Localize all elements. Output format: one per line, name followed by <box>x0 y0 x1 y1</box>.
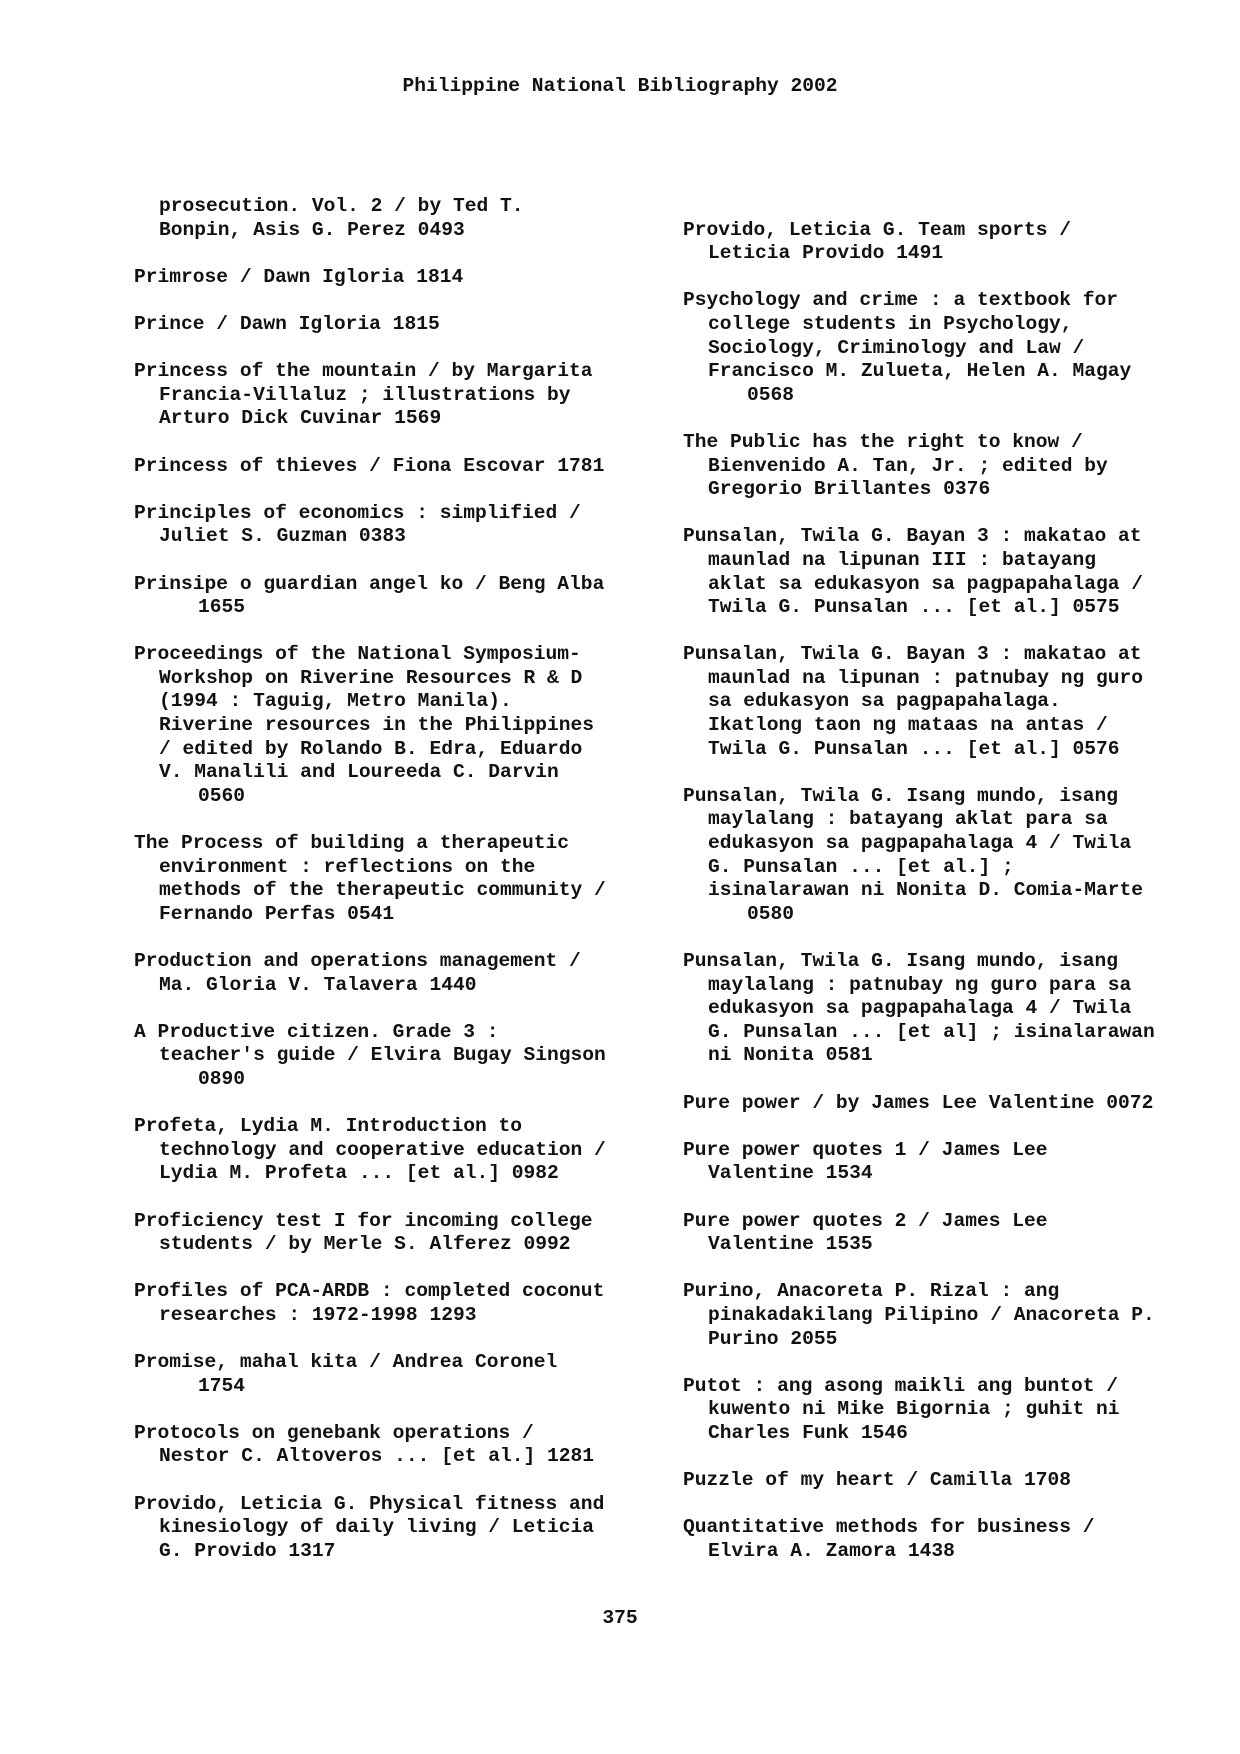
entry-line: Pure power quotes 1 / James Lee <box>683 1138 1048 1161</box>
bibliography-entry <box>683 431 1233 502</box>
entry-line: technology and cooperative education / <box>159 1138 606 1161</box>
entry-line: A Productive citizen. Grade 3 : <box>134 1020 499 1043</box>
page-header: Philippine National Bibliography 2002 <box>402 75 838 97</box>
entry-line: prosecution. Vol. 2 / by Ted T. <box>159 195 524 217</box>
entry-line: Purino 2055 <box>708 1327 838 1350</box>
entry-line: Prince / Dawn Igloria 1815 <box>134 312 440 335</box>
bibliography-entry <box>683 950 1233 1068</box>
entry-line: Princess of thieves / Fiona Escovar 1781 <box>134 454 605 477</box>
entry-line: Protocols on genebank operations / <box>134 1421 534 1444</box>
bibliography-entry <box>134 1210 684 1257</box>
bibliography-entry <box>683 219 1233 266</box>
bibliography-entry <box>134 502 684 549</box>
entry-line: maylalang : batayang aklat para sa <box>708 808 1108 831</box>
bibliography-entry <box>683 1280 1233 1351</box>
entry-line: Juliet S. Guzman 0383 <box>159 525 406 548</box>
bibliography-entry <box>683 1469 1233 1493</box>
entry-line: maylalang : patnubay ng guro para sa <box>708 973 1132 996</box>
entry-line: G. Provido 1317 <box>159 1539 336 1562</box>
bibliography-entry <box>134 455 684 479</box>
bibliography-entry <box>683 785 1233 927</box>
left-column <box>134 195 684 1587</box>
entry-line: college students in Psychology, <box>708 312 1073 335</box>
entry-line: Francia-Villaluz ; illustrations by <box>159 383 571 406</box>
entry-line: V. Manalili and Loureeda C. Darvin <box>159 761 559 784</box>
entry-line: teacher's guide / Elvira Bugay Singson <box>159 1044 606 1067</box>
bibliography-entry <box>683 1375 1233 1446</box>
entry-line: Workshop on Riverine Resources R & D <box>159 666 583 689</box>
entry-line: researches : 1972-1998 1293 <box>159 1303 477 1326</box>
entry-line: Promise, mahal kita / Andrea Coronel <box>134 1351 558 1374</box>
bibliography-entry <box>134 195 684 242</box>
bibliography-entry <box>134 832 684 926</box>
entry-line: Psychology and crime : a textbook for <box>683 289 1119 312</box>
entry-line: Pure power quotes 2 / James Lee <box>683 1209 1048 1232</box>
entry-spacer <box>683 195 1233 219</box>
entry-line: Charles Funk 1546 <box>708 1421 908 1444</box>
entry-line: Sociology, Criminology and Law / <box>708 336 1085 359</box>
bibliography-entry <box>134 1422 684 1469</box>
entry-line: Production and operations management / <box>134 950 581 972</box>
entry-line: Punsalan, Twila G. Isang mundo, isang <box>683 950 1119 972</box>
entry-line: Ma. Gloria V. Talavera 1440 <box>159 973 477 996</box>
entry-line: students / by Merle S. Alferez 0992 <box>159 1233 571 1256</box>
entry-line: Valentine 1534 <box>708 1162 873 1185</box>
entry-line: 1754 <box>198 1374 246 1397</box>
right-column <box>683 195 1233 1587</box>
entry-line: Twila G. Punsalan ... [et al.] 0575 <box>708 596 1120 619</box>
entry-line: G. Punsalan ... [et al] ; isinalarawan <box>708 1020 1155 1043</box>
entry-line: Punsalan, Twila G. Bayan 3 : makatao at <box>683 525 1142 548</box>
entry-line: 0560 <box>198 784 246 807</box>
entry-line: (1994 : Taguig, Metro Manila). <box>159 690 512 713</box>
entry-line: G. Punsalan ... [et al.] ; <box>708 855 1014 878</box>
bibliography-entry <box>683 1139 1233 1186</box>
entry-line: Leticia Provido 1491 <box>708 242 944 265</box>
entry-line: Nestor C. Altoveros ... [et al.] 1281 <box>159 1445 595 1468</box>
entry-line: maunlad na lipunan III : batayang <box>708 548 1097 571</box>
entry-line: Purino, Anacoreta P. Rizal : ang <box>683 1280 1060 1303</box>
bibliography-entry <box>134 573 684 620</box>
entry-line: The Public has the right to know / <box>683 430 1083 453</box>
entry-line: edukasyon sa pagpapahalaga 4 / Twila <box>708 832 1132 855</box>
entry-line: Provido, Leticia G. Team sports / <box>683 218 1072 241</box>
entry-line: Profeta, Lydia M. Introduction to <box>134 1115 523 1138</box>
entry-line: Principles of economics : simplified / <box>134 501 581 524</box>
entry-line: sa edukasyon sa pagpapahalaga. <box>708 690 1061 713</box>
bibliography-entry <box>683 643 1233 761</box>
page-number: 375 <box>602 1607 638 1629</box>
entry-line: environment : reflections on the <box>159 855 536 878</box>
entry-line: Elvira A. Zamora 1438 <box>708 1539 955 1562</box>
entry-line: Quantitative methods for business / <box>683 1516 1095 1539</box>
bibliography-entry <box>134 1351 684 1398</box>
bibliography-entry <box>683 1092 1233 1116</box>
entry-line: Profiles of PCA-ARDB : completed coconut <box>134 1280 605 1303</box>
entry-line: 0890 <box>198 1067 246 1090</box>
entry-line: Francisco M. Zulueta, Helen A. Magay <box>708 360 1132 383</box>
entry-line: Riverine resources in the Philippines <box>159 714 595 737</box>
bibliography-entry <box>683 289 1233 407</box>
bibliography-entry <box>134 1280 684 1327</box>
entry-line: Proficiency test I for incoming college <box>134 1209 593 1232</box>
entry-line: kuwento ni Mike Bigornia ; guhit ni <box>708 1398 1120 1421</box>
entry-line: Lydia M. Profeta ... [et al.] 0982 <box>159 1162 559 1185</box>
entry-line: Punsalan, Twila G. Bayan 3 : makatao at <box>683 643 1142 666</box>
entry-line: Proceedings of the National Symposium- <box>134 643 581 666</box>
bibliography-entry <box>134 266 684 290</box>
bibliography-entry <box>683 1210 1233 1257</box>
entry-line: Princess of the mountain / by Margarita <box>134 360 593 383</box>
entry-line: 1655 <box>198 596 246 619</box>
bibliography-entry <box>683 1516 1233 1563</box>
entry-line: Provido, Leticia G. Physical fitness and <box>134 1492 605 1515</box>
entry-line: 0580 <box>747 902 795 925</box>
entry-line: aklat sa edukasyon sa pagpapahalaga / <box>708 572 1144 595</box>
entry-line: maunlad na lipunan : patnubay ng guro <box>708 666 1144 689</box>
entry-line: kinesiology of daily living / Leticia <box>159 1516 595 1539</box>
entry-line: edukasyon sa pagpapahalaga 4 / Twila <box>708 997 1132 1020</box>
bibliography-entry <box>134 313 684 337</box>
entry-line: Primrose / Dawn Igloria 1814 <box>134 265 464 288</box>
entry-line: The Process of building a therapeutic <box>134 832 570 855</box>
entry-line: Bonpin, Asis G. Perez 0493 <box>159 218 465 241</box>
entry-line: / edited by Rolando B. Edra, Eduardo <box>159 737 583 760</box>
entry-line: Putot : ang asong maikli ang buntot / <box>683 1374 1119 1397</box>
entry-line: Valentine 1535 <box>708 1233 873 1256</box>
bibliography-entry <box>134 1021 684 1092</box>
entry-line: Prinsipe o guardian angel ko / Beng Alba <box>134 572 605 595</box>
entry-line: methods of the therapeutic community / <box>159 879 606 902</box>
entry-line: ni Nonita 0581 <box>708 1044 873 1067</box>
entry-line: Bienvenido A. Tan, Jr. ; edited by <box>708 454 1108 477</box>
entry-line: isinalarawan ni Nonita D. Comia-Marte <box>708 879 1144 902</box>
entry-line: Puzzle of my heart / Camilla 1708 <box>683 1469 1072 1492</box>
entry-line: Twila G. Punsalan ... [et al.] 0576 <box>708 737 1120 760</box>
entry-line: Gregorio Brillantes 0376 <box>708 478 991 501</box>
entry-line <box>683 195 1233 219</box>
entry-line: Fernando Perfas 0541 <box>159 902 395 925</box>
entry-line: 0568 <box>747 383 795 406</box>
bibliography-entry <box>134 1493 684 1564</box>
entry-line: Ikatlong taon ng mataas na antas / <box>708 714 1108 737</box>
entry-line: pinakadakilang Pilipino / Anacoreta P. <box>708 1303 1155 1326</box>
bibliography-entry <box>134 950 684 997</box>
entry-line: Pure power / by James Lee Valentine 0072 <box>683 1091 1154 1114</box>
entry-line: Punsalan, Twila G. Isang mundo, isang <box>683 784 1119 807</box>
bibliography-entry <box>134 643 684 808</box>
bibliography-entry <box>683 525 1233 619</box>
bibliography-entry <box>134 360 684 431</box>
entry-line: Arturo Dick Cuvinar 1569 <box>159 407 442 430</box>
bibliography-entry <box>134 1115 684 1186</box>
